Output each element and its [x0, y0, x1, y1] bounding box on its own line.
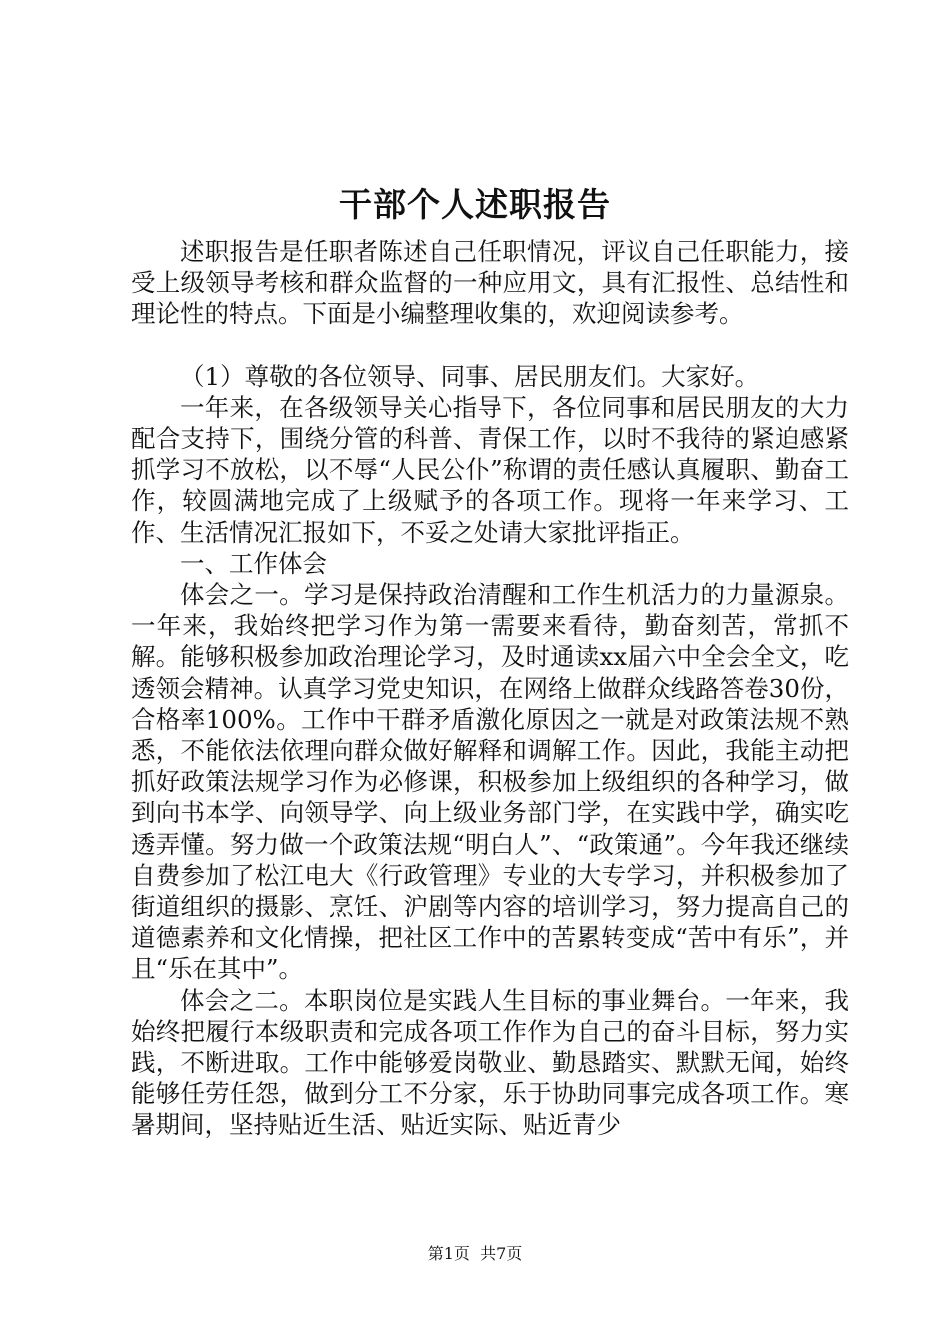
document-body: [131, 236, 849, 1141]
page-total: 共7页: [480, 1244, 523, 1263]
page-footer: [0, 1243, 950, 1265]
body-paragraph: 体会之二。本职岗位是实践人生目标的事业舞台。一年来，我始终把履行本级职责和完成各项工作作为自己的奋斗目标，努力实践，不断进取。工作中能够爱岗敬业、勤恳踏实、默默无闻，始终能够任劳任怨，做到分工不分家，乐于协助同事完成各项工作。寒暑期间，坚持贴近生活、贴近实际、贴近青少: [131, 985, 849, 1140]
document-title: 干部个人述职报告: [339, 185, 611, 224]
body-paragraph: 一年来，在各级领导关心指导下，各位同事和居民朋友的大力配合支持下，围绕分管的科普、青保工作，以时不我待的紧迫感紧抓学习不放松，以不辱“人民公仆”称谓的责任感认真履职、勤奋工作，较圆满地完成了上级赋予的各项工作。现将一年来学习、工作、生活情况汇报如下，不妥之处请大家批评指正。: [131, 392, 849, 547]
body-paragraph: 体会之一。学习是保持政治清醒和工作生机活力的力量源泉。一年来，我始终把学习作为第一需要来看待，勤奋刻苦，常抓不解。能够积极参加政治理论学习，及时通读xx届六中全会全文，吃透领会精神。认真学习党史知识，在网络上做群众线路答卷30份，合格率100%。工作中干群矛盾激化原因之一就是对政策法规不熟悉，不能依法依理向群众做好解释和调解工作。因此，我能主动把抓好政策法规学习作为必修课，积极参加上级组织的各种学习，做到向书本学、向领导学、向上级业务部门学，在实践中学，确实吃透弄懂。努力做一个政策法规“明白人”、“政策通”。今年我还继续自费参加了松江电大《行政管理》专业的大专学习，并积极参加了街道组织的摄影、烹饪、沪剧等内容的培训学习，努力提高自己的道德素养和文化情操，把社区工作中的苦累转变成“苦中有乐”，并且“乐在其中”。: [131, 580, 849, 984]
section-heading: 一、工作体会: [180, 548, 327, 578]
intro-paragraph: 述职报告是任职者陈述自己任职情况，评议自己任职能力，接受上级领导考核和群众监督的一种应用文，具有汇报性、总结性和理论性的特点。下面是小编整理收集的，欢迎阅读参考。: [131, 237, 849, 329]
greeting-paragraph: （1）尊敬的各位领导、同事、居民朋友们。大家好。: [180, 361, 760, 391]
page-number: 第1页: [427, 1244, 470, 1263]
